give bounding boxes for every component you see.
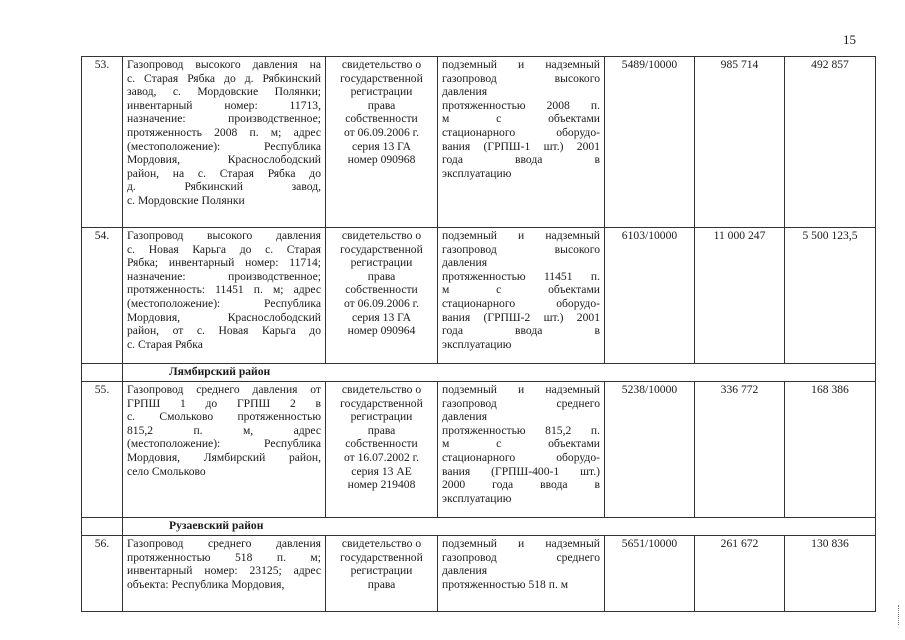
value-total: 261 672 [695,536,785,612]
characteristics-line: вания (ГРПШ-400-1 шт.) [442,464,600,478]
document-line: от 06.09.2006 г. [343,296,420,310]
object-characteristics [438,382,605,518]
description-line: инвентарный номер: 23125; адрес [127,564,321,578]
document-line: собственности [345,283,418,297]
description-line: Мордовия, Лямбирский район, [127,450,321,464]
registration-document [326,228,438,364]
description-line: объекта: Республика Мордовия, [127,577,285,591]
ownership-share: 5651/10000 [605,536,695,612]
characteristics-line: эксплуатацию [442,166,512,180]
characteristics-line: м с объектами [442,112,600,126]
ownership-share: 6103/10000 [605,228,695,364]
row-number: 56. [82,536,123,612]
characteristics-line: протяженностью 518 п. м [442,577,569,591]
description-line: Рябка; инвентарный номер: 11714; [127,256,321,270]
page-number: 15 [843,32,856,47]
document-line: свидетельство о [341,229,422,242]
characteristics-line: подземный и надземный [442,537,600,550]
characteristics-line: подземный и надземный [442,383,600,396]
district-heading: Рузаевский район [123,518,876,536]
object-characteristics [438,536,605,612]
document-line: права [367,98,396,112]
description-line: протяженность: 11451 п. м; адрес [127,283,321,297]
description-line: Газопровод среднего давления от [127,383,321,396]
description-line: (местоположение): Республика [127,139,321,153]
document-line: государственной [340,242,423,256]
ownership-share: 5489/10000 [605,57,695,228]
registration-document [326,57,438,228]
document-line: номер 090968 [347,153,416,167]
document-line: собственности [345,112,418,126]
document-line: номер 219408 [347,478,416,492]
row-number: 54. [82,228,123,364]
value-total: 985 714 [695,57,785,228]
characteristics-line: подземный и надземный [442,229,600,242]
characteristics-line: 2000 года ввода в [442,478,600,492]
property-table [81,56,876,612]
document-line: серия 13 АЕ [351,464,412,478]
table-row [82,536,876,612]
document-line: номер 090964 [347,324,416,338]
description-line: д. Рябкинский завод, [127,180,321,194]
document-line: права [367,577,396,591]
description-line: (местоположение): Республика [127,437,321,451]
characteristics-line: газопровод среднего [442,396,600,410]
description-line: 815,2 п. м, адрес [127,423,321,437]
document-line: регистрации [350,256,413,270]
document-line: государственной [340,396,423,410]
object-characteristics [438,57,605,228]
characteristics-line: года ввода в [442,324,600,338]
registration-document [326,536,438,612]
table-row [82,228,876,364]
description-line: назначение: производственное; [127,269,321,283]
characteristics-line: давления [442,564,488,578]
document-line: государственной [340,550,423,564]
description-line: Мордовия, Краснослободский [127,310,321,324]
row-number: 55. [82,382,123,518]
characteristics-line: давления [442,410,488,424]
description-line: назначение: производственное; [127,112,321,126]
description-line: завод, с. Мордовские Полянки; [127,85,321,99]
description-line: Газопровод среднего давления [127,537,321,550]
value-share: 168 386 [785,382,876,518]
characteristics-line: давления [442,85,488,99]
district-num-cell [82,364,123,382]
object-description [123,536,326,612]
document-line: от 16.07.2002 г. [343,450,420,464]
characteristics-line: газопровод среднего [442,550,600,564]
description-line: Мордовия, Краснослободский [127,153,321,167]
document-line: свидетельство о [341,537,422,550]
document-line: государственной [340,71,423,85]
characteristics-line: м с объектами [442,437,600,451]
description-line: с. Мордовские Полянки [127,193,245,207]
ownership-share: 5238/10000 [605,382,695,518]
table-row [82,382,876,518]
description-line: протяженность 2008 п. м; адрес [127,125,321,139]
description-line: село Смольково [127,464,206,478]
characteristics-line: подземный и надземный [442,58,600,71]
description-line: инвентарный номер: 11713, [127,98,321,112]
description-line: ГРПШ 1 до ГРПШ 2 в [127,396,321,410]
characteristics-line: протяженностью 11451 п. [442,269,600,283]
characteristics-line: протяженностью 815,2 п. [442,423,600,437]
document-line: регистрации [350,85,413,99]
characteristics-line: эксплуатацию [442,491,512,505]
value-total: 11 000 247 [695,228,785,364]
table-row [82,57,876,228]
description-line: с. Смольково протяженностью [127,410,321,424]
characteristics-line: стационарного оборудо- [442,450,600,464]
description-line: район, на с. Старая Рябка до [127,166,321,180]
description-line: с. Старая Рябка [127,337,203,351]
description-line: Газопровод высокого давления на [127,58,321,71]
characteristics-line: стационарного оборудо- [442,125,600,139]
characteristics-line: м с объектами [442,283,600,297]
description-line: (местоположение): Республика [127,296,321,310]
characteristics-line: вания (ГРПШ-1 шт.) 2001 [442,139,600,153]
document-line: свидетельство о [341,58,422,71]
characteristics-line: года ввода в [442,153,600,167]
object-description [123,228,326,364]
document-line: права [367,423,396,437]
characteristics-line: вания (ГРПШ-2 шт.) 2001 [442,310,600,324]
description-line: район, от с. Новая Карьга до [127,324,321,338]
document-line: серия 13 ГА [352,310,411,324]
description-line: с. Старая Рябка до д. Рябкинский [127,71,321,85]
district-heading: Лямбирский район [123,364,876,382]
value-share: 130 836 [785,536,876,612]
district-num-cell [82,518,123,536]
description-line: с. Новая Карьга до с. Старая [127,242,321,256]
description-line: Газопровод высокого давления [127,229,321,242]
object-characteristics [438,228,605,364]
object-description [123,57,326,228]
characteristics-line: газопровод высокого [442,71,600,85]
district-row [82,364,876,382]
value-total: 336 772 [695,382,785,518]
document-line: свидетельство о [341,383,422,396]
document-line: серия 13 ГА [352,139,411,153]
value-share: 5 500 123,5 [785,228,876,364]
characteristics-line: эксплуатацию [442,337,512,351]
district-row [82,518,876,536]
registration-document [326,382,438,518]
characteristics-line: стационарного оборудо- [442,296,600,310]
document-line: собственности [345,437,418,451]
document-line: от 06.09.2006 г. [343,125,420,139]
characteristics-line: давления [442,256,488,270]
description-line: протяженностью 518 п. м; [127,550,321,564]
object-description [123,382,326,518]
characteristics-line: газопровод высокого [442,242,600,256]
value-share: 492 857 [785,57,876,228]
document-line: регистрации [350,410,413,424]
scan-artifact [898,605,901,625]
document-line: права [367,269,396,283]
document-line: регистрации [350,564,413,578]
characteristics-line: протяженностью 2008 п. [442,98,600,112]
row-number: 53. [82,57,123,228]
